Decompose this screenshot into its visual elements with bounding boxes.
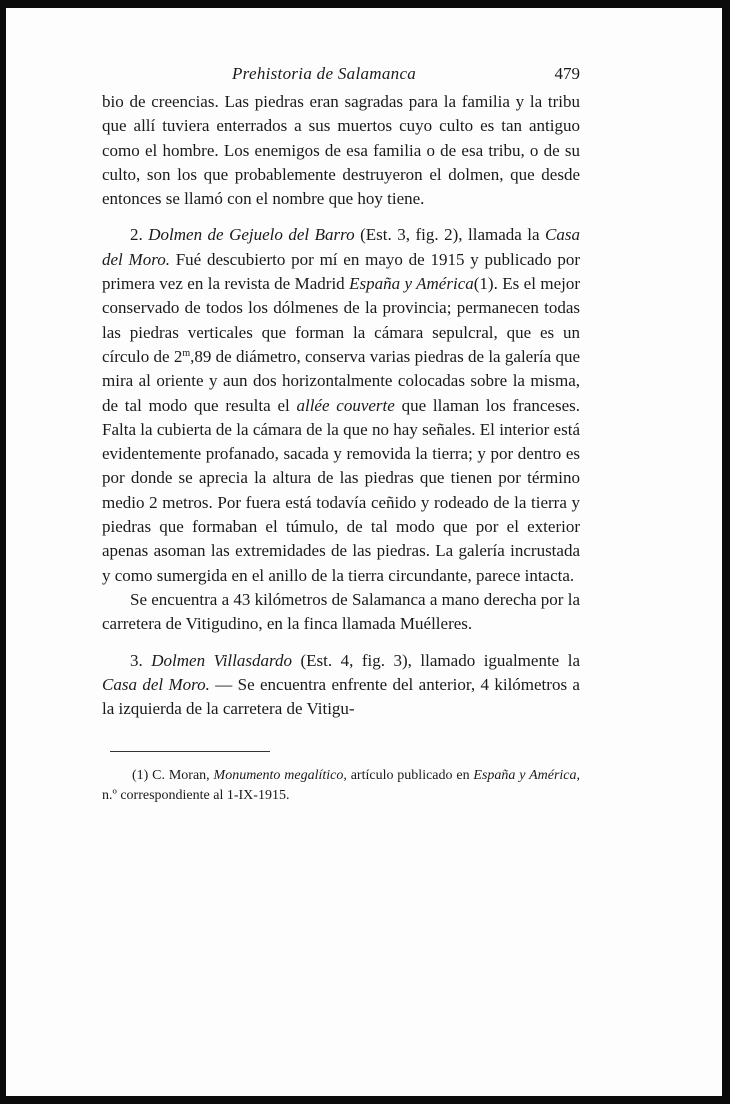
footnote-mark: (1) [132, 768, 149, 784]
scan-border-top [0, 0, 730, 8]
section-number: 3. [130, 650, 143, 670]
body-text [102, 90, 580, 721]
footnote-reference: (1) [473, 274, 494, 294]
unit-superscript: m [182, 347, 191, 359]
dolmen-alias: Casa del Moro. [102, 225, 581, 269]
paragraph-continuation: bio de creencias. Las piedras eran sagradas para la familia y la tribu que allí tuviera enterrados a sus muertos cuyo culto es tan antiguo como el hombre. Los enemigos de esa familia o de esa tribu, o de su culto, son los que probablemente destruyeron el dolmen, que desde entonces se llamó con el nombre que hoy tiene. [102, 92, 580, 209]
running-head [102, 60, 580, 90]
dolmen-title: Dolmen de Gejuelo del Barro [148, 225, 355, 245]
scan-border-left [0, 0, 6, 1104]
section-number: 2. [130, 225, 143, 245]
french-term: allée couverte [296, 395, 395, 415]
footnote-work-title: Monumento megalítico [213, 768, 344, 784]
paragraph-location: Se encuentra a 43 kilómetros de Salamanca a mano derecha por la carretera de Vitigudino, en la finca llamada Muélleres. [102, 589, 580, 634]
page-number: 479 [554, 64, 580, 83]
footnote-rule [110, 751, 270, 752]
paragraph-dolmen-villasdardo: 3. Dolmen Villasdardo (Est. 4, fig. 3), llamado igualmente la Casa del Moro. — Se encuentra enfrente del anterior, 4 kilómetros a la izquierda de la carretera de Vitigu- [102, 650, 580, 719]
scan-border-bottom [0, 1096, 730, 1104]
page-content [102, 60, 580, 820]
footnote: (1) C. Moran, Monumento megalítico, artículo publicado en España y América, n.º correspondiente al 1-IX-1915. [102, 768, 580, 804]
dolmen-title: Dolmen Villasdardo [151, 650, 292, 670]
dolmen-alias: Casa del Moro. [102, 674, 210, 694]
running-title: Prehistoria de Salamanca [232, 64, 417, 83]
paragraph-dolmen-gejuelo: 2. Dolmen de Gejuelo del Barro (Est. 3, fig. 2), llamada la Casa del Moro. Fué descubierto por mí en mayo de 1915 y publicado por primera vez en la revista de Madrid España y América(1). Es el mejor conservado de todos los dólmenes de la provincia; permanecen todas las piedras verticales que forman la cámara sepulcral, que es un círculo de 2$^m$,89 de diámetro, conserva varias piedras de la galería que mira al oriente y aun dos horizontalmente colocadas sobre la misma, de tal modo que resulta el allée couverte que llaman los franceses. Falta la cubierta de la cámara de la que no hay señales. El interior está evidentemente profanado, sacada y removida la tierra; y por dentro es por donde se aprecia la altura de las piedras que tienen por término medio 2 metros. Por fuera está todavía ceñido y rodeado de la tierra y piedras que formaban el túmulo, de tal modo que por el exterior apenas asoman las extremidades de las piedras. La galería incrustada y como sumergida en el anillo de la tierra circundante, parece intacta. [102, 225, 581, 585]
scan-border-right [722, 0, 730, 1104]
footnote-journal: España y América [473, 768, 577, 784]
journal-title: España y América [349, 274, 474, 294]
